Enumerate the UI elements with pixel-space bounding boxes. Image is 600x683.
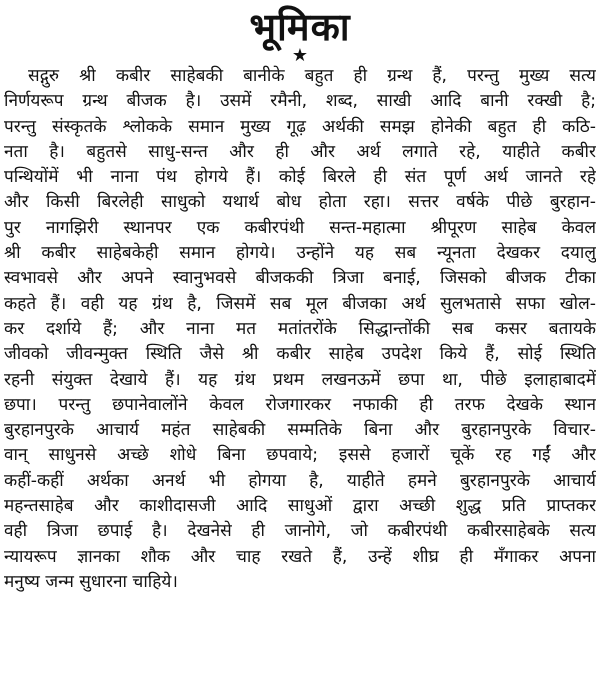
text-line: स्वभावसे और अपने स्वानुभवसे बीजककी त्रिजा बनाई, जिसको बीजक टीका	[4, 268, 596, 289]
text-line: सद्गुरु श्री कबीर साहेबकी बानीके बहुत ही ग्रन्थ हैं, परन्तु मुख्य सत्य	[28, 66, 596, 86]
text-line: वान् साधुनसे अच्छे शोधे बिना छपवाये; इससे हजारों चूकें रह गईं और	[4, 445, 596, 466]
text-line: महन्तसाहेब और काशीदासजी आदि साधुओं द्वारा अच्छी शुद्ध प्रति प्राप्तकर	[4, 496, 596, 517]
text-line: न्यायरूप ज्ञानका शौक और चाह रखते हैं, उन्हें शीघ्र ही मँगाकर अपना	[4, 546, 596, 567]
text-line: जीवको जीवन्मुक्त स्थिति जैसे श्री कबीर साहेब उपदेश किये हैं, सोई स्थिति	[4, 344, 596, 365]
text-line: कर दर्शाये हैं; और नाना मत मतांतरोंके सिद्धान्तोंकी सब कसर बतायके	[4, 318, 596, 339]
text-line: श्री कबीर साहेबकेही समान होगये। उन्होंने यह सब न्यूनता देखकर दयालु	[4, 243, 596, 264]
text-line: निर्णयरूप ग्रन्थ बीजक है। उसमें रमैनी, शब्द, साखी आदि बानी रक्खी है;	[4, 91, 596, 112]
star-ornament-icon: ★	[291, 45, 309, 66]
text-line: परन्तु संस्कृतके श्लोकके समान मुख्य गूढ़ अर्थकी समझ होनेकी बहुत ही कठि-	[4, 116, 596, 137]
text-line: छपा। परन्तु छपानेवालोंने केवल रोजगारकर नफाकी ही तरफ देखके स्थान	[4, 394, 596, 415]
text-line: रहनी संयुक्त देखाये हैं। यह ग्रंथ प्रथम लखनऊमें छपा था, पीछे इलाहाबादमें	[4, 369, 596, 390]
text-line: नता है। बहुतसे साधु-सन्त और ही और अर्थ लगाते रहे, याहीते कबीर	[4, 141, 596, 162]
text-line: बुरहानपुरके आचार्य महंत साहेबकी सम्मतिके बिना और बुरहानपुरके विचार-	[4, 420, 596, 441]
text-line: वही त्रिजा छपाई है। देखनेसे ही जानोगे, जो कबीरपंथी कबीरसाहेबके सत्य	[4, 521, 596, 542]
body-paragraph	[4, 64, 596, 595]
text-line: और किसी बिरलेही साधुको यथार्थ बोध होता रहा। सत्तर वर्षके पीछे बुरहान-	[4, 192, 596, 213]
text-line: पन्थियोंमें भी नाना पंथ होगये हैं। कोई बिरले ही संत पूर्ण अर्थ जानते रहे	[4, 167, 596, 188]
text-line: कहते हैं। वही यह ग्रंथ है, जिसमें सब मूल बीजका अर्थ सुलभतासे सफा खोल-	[4, 293, 596, 314]
page-title: भूमिका	[249, 5, 351, 49]
text-line: मनुष्य जन्म सुधारना चाहिये।	[4, 571, 178, 592]
text-line: कहीं-कहीं अर्थका अनर्थ भी होगया है, याहीते हमने बुरहानपुरके आचार्य	[4, 470, 596, 491]
text-line: पुर नागझिरी स्थानपर एक कबीरपंथी सन्त-महात्मा श्रीपूरण साहेब केवल	[4, 217, 596, 238]
